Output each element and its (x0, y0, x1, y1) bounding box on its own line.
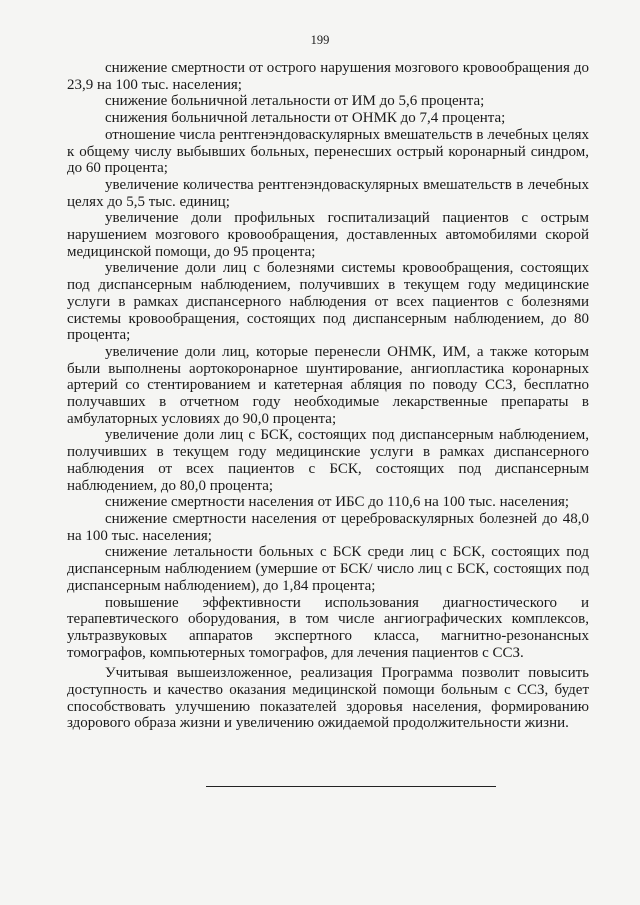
document-body (67, 60, 589, 732)
paragraph-5: увеличение количества рентгенэндоваскулярных вмешательств в лечебных целях до 5,5 тыс. единиц; (67, 176, 589, 210)
conclusion-paragraph: Учитывая вышеизложенное, реализация Программа позволит повысить доступность и качество оказания медицинской помощи больным с ССЗ, будет способствовать улучшению показателей здоровья населения, формированию здорового образа жизни и увеличению ожидаемой продолжительности жизни. (67, 665, 589, 732)
paragraph-6: увеличение доли профильных госпитализаций пациентов с острым нарушением мозгового кровообращения, доставленных автомобилями скорой медицинской помощи, до 95 процента; (67, 210, 589, 260)
paragraph-7: увеличение доли лиц с болезнями системы кровообращения, состоящих под диспансерным наблюдением, получивших в текущем году медицинские услуги в рамках диспансерного наблюдения от всех пациентов с болезнями системы кровообращения, состоящих под диспансерным наблюдением, до 80 процента; (67, 260, 589, 344)
paragraph-3: снижения больничной летальности от ОНМК до 7,4 процента; (105, 110, 506, 127)
page-number: 199 (310, 33, 330, 47)
paragraph-11: снижение смертности населения от цереброваскулярных болезней до 48,0 на 100 тыс. населения; (67, 510, 589, 544)
paragraph-1: снижение смертности от острого нарушения мозгового кровообращения до 23,9 на 100 тыс. населения; (67, 60, 589, 93)
paragraph-9: увеличение доли лиц с БСК, состоящих под диспансерным наблюдением, получивших в текущем году медицинские услуги в рамках диспансерного наблюдения от всех пациентов с БСК, состоящих под диспансерным наблюдением, до 80,0 процента; (67, 427, 589, 494)
paragraph-2: снижение больничной летальности от ИМ до 5,6 процента; (105, 93, 485, 110)
paragraph-13: повышение эффективности использования диагностического и терапевтического оборудования, в том числе ангиографических комплексов, ультразвуковых аппаратов экспертного класса, магнитно-резонансных томографов, компьютерных томографов, для лечения пациентов с ССЗ. (67, 594, 589, 661)
horizontal-rule (206, 786, 496, 787)
paragraph-12: снижение летальности больных с БСК среди лиц с БСК, состоящих под диспансерным наблюдением (умершие от БСК/ число лиц с БСК, состоящих под диспансерным наблюдением), до 1,84 процента; (67, 544, 589, 594)
paragraph-4: отношение числа рентгенэндоваскулярных вмешательств в лечебных целях к общему числу выбывших больных, перенесших острый коронарный синдром, до 60 процента; (67, 126, 589, 177)
paragraph-8: увеличение доли лиц, которые перенесли ОНМК, ИМ, а также которым были выполнены аортокоронарное шунтирование, ангиопластика коронарных артерий со стентированием и катетерная абляция по поводу ССЗ, бесплатно получавших в отчетном году необходимые лекарственные препараты в амбулаторных условиях до 90,0 процента; (67, 343, 589, 427)
paragraph-10: снижение смертности населения от ИБС до 110,6 на 100 тыс. населения; (105, 494, 570, 511)
